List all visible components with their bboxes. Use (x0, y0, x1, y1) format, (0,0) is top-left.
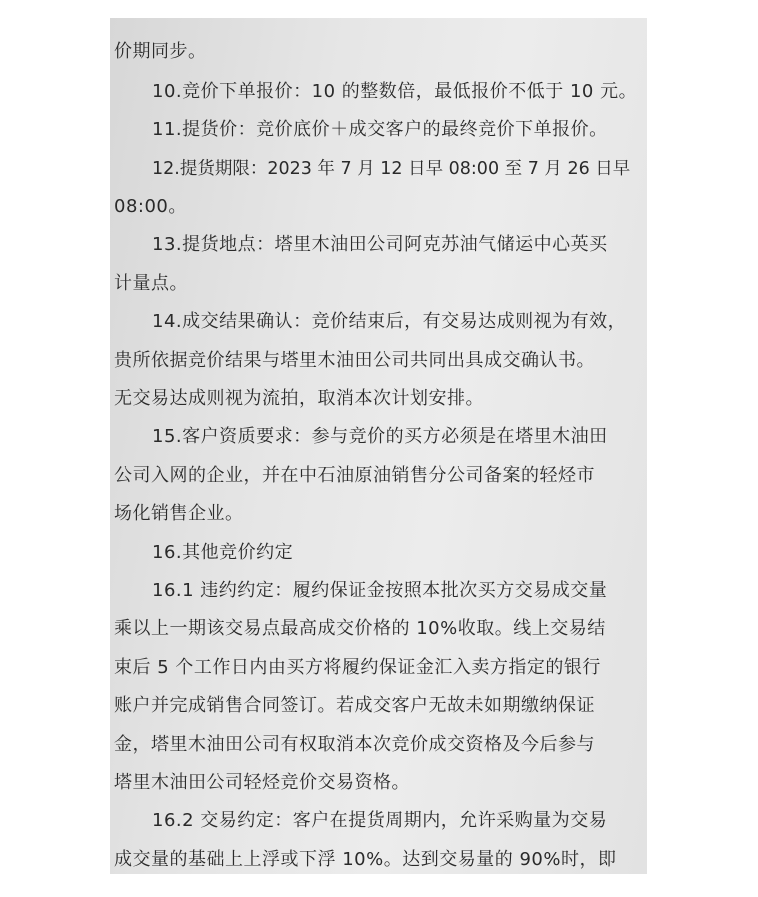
clause-16-heading: 16.其他竞价约定 (152, 542, 294, 563)
clause-14-result-confirmation: 14.成交结果确认：竞价结束后，有交易达成则视为有效， (152, 311, 627, 332)
clause-16-2-trade: 16.2 交易约定：客户在提货周期内，允许采购量为交易 (152, 810, 608, 831)
clause-11-pickup-price: 11.提货价：竞价底价＋成交客户的最终竞价下单报价。 (152, 119, 608, 140)
clause-15-qualification: 15.客户资质要求：参与竞价的买方必须是在塔里木油田 (152, 426, 608, 447)
clause-16-2-line-2: 成交量的基础上上浮或下浮 10%。达到交易量的 90%时，即 (114, 849, 617, 870)
clause-16-1-line-2: 乘以上一期该交易点最高成交价格的 10%收取。线上交易结 (114, 618, 606, 639)
clause-15-line-3: 场化销售企业。 (114, 503, 244, 524)
clause-16-1-line-6: 塔里木油田公司轻烃竞价交易资格。 (114, 772, 410, 793)
clause-15-line-2: 公司入网的企业，并在中石油原油销售分公司备案的轻烃市 (114, 465, 595, 486)
clause-10-bid-price: 10.竞价下单报价：10 的整数倍，最低报价不低于 10 元。 (152, 81, 638, 102)
clause-16-1-line-4: 账户并完成销售合同签订。若成交客户无故未如期缴纳保证 (114, 695, 595, 716)
clause-16-1-breach: 16.1 违约约定：履约保证金按照本批次买方交易成交量 (152, 580, 608, 601)
clause-16-1-line-5: 金，塔里木油田公司有权取消本次竞价成交资格及今后参与 (114, 734, 595, 755)
document-photo (110, 18, 647, 874)
clause-14-line-3: 无交易达成则视为流拍，取消本次计划安排。 (114, 388, 484, 409)
text-line-continuation: 价期同步。 (114, 41, 207, 62)
clause-12-pickup-period: 12.提货期限：2023 年 7 月 12 日早 08:00 至 7 月 26 日早 (152, 159, 631, 179)
clause-14-line-2: 贵所依据竞价结果与塔里木油田公司共同出具成交确认书。 (114, 350, 595, 371)
clause-13-pickup-location: 13.提货地点：塔里木油田公司阿克苏油气储运中心英买 (152, 234, 608, 255)
clause-13-line-2: 计量点。 (114, 273, 188, 294)
clause-12-line-2: 08:00。 (114, 196, 187, 217)
clause-16-1-line-3: 束后 5 个工作日内由买方将履约保证金汇入卖方指定的银行 (114, 657, 601, 678)
